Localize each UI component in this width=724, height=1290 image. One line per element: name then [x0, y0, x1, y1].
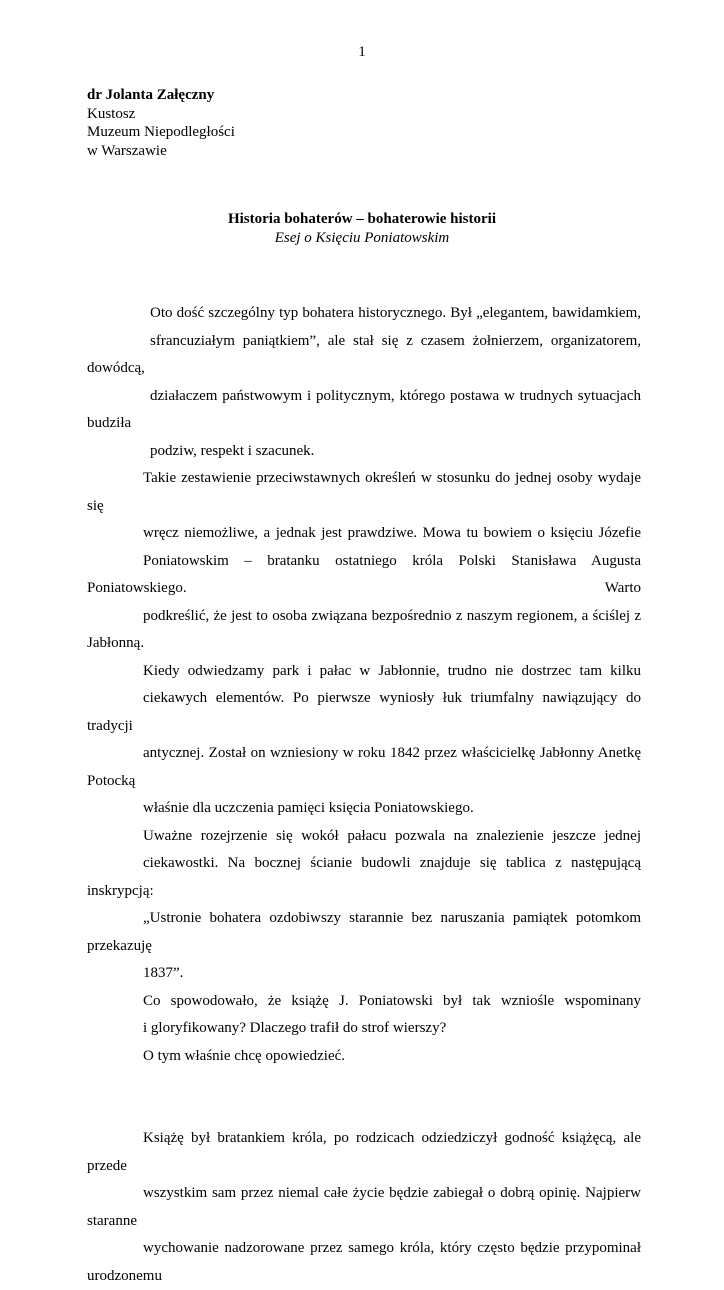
paragraph — [87, 988, 641, 1043]
author-name: dr Jolanta Załęczny — [87, 87, 215, 103]
text-line: Co spowodowało, że książę J. Poniatowski był tak wzniośle wspominany — [143, 992, 641, 1009]
text-line: Kiedy odwiedzamy park i pałac w Jabłonnie, trudno nie dostrzec tam kilku — [143, 662, 641, 679]
author-institution: Muzeum Niepodległości — [87, 124, 235, 140]
text-line: „Ustronie bohatera ozdobiwszy starannie bez naruszania pamiątek potomkom przekazuję — [87, 910, 641, 954]
page-number: 1 — [358, 44, 366, 60]
paragraph — [87, 1125, 641, 1290]
text-line: 1837”. — [143, 965, 184, 981]
text-line: ciekawostki. Na bocznej ścianie budowli znajduje się tablica z następującą inskrypcją: — [87, 855, 641, 899]
essay-subtitle: Esej o Księciu Poniatowskim — [274, 229, 450, 246]
text-line: sfrancuziałym paniątkiem”, ale stał się z czasem żołnierzem, organizatorem, dowódcą, — [87, 332, 641, 376]
text-line: Książę był bratankiem króla, po rodzicach odziedziczył godność książęcą, ale przede — [87, 1130, 641, 1174]
paragraph — [87, 823, 641, 988]
text-line: i gloryfikowany? Dlaczego trafił do strof wierszy? — [143, 1020, 447, 1036]
text-line: właśnie dla uczczenia pamięci księcia Poniatowskiego. — [143, 800, 474, 816]
essay-title: Historia bohaterów – bohaterowie historii — [227, 211, 497, 227]
text-line: Takie zestawienie przeciwstawnych określeń w stosunku do jednej osoby wydaje się — [87, 470, 641, 514]
paragraph — [87, 1043, 641, 1071]
text-line: antycznej. Został on wzniesiony w roku 1842 przez właścicielkę Jabłonny Anetkę Potocką — [87, 745, 641, 789]
author-city: w Warszawie — [87, 142, 167, 159]
text-line: Poniatowskim – bratanku ostatniego króla Polski Stanisława Augusta Poniatowskiego. Warto — [87, 552, 641, 596]
text-line: podziw, respekt i szacunek. — [150, 442, 315, 459]
text-line: wychowanie nadzorowane przez samego króla, który często będzie przypominał urodzonemu — [87, 1240, 641, 1284]
title-block — [0, 210, 724, 247]
text-line: O tym właśnie chcę opowiedzieć. — [143, 1047, 346, 1064]
paragraph — [87, 465, 641, 658]
author-position: Kustosz — [87, 105, 136, 122]
text-line: ciekawych elementów. Po pierwsze wyniosły łuk triumfalny nawiązujący do tradycji — [87, 690, 641, 734]
text-line: wszystkim sam przez niemal całe życie będzie zabiegał o dobrą opinię. Najpierw staranne — [87, 1185, 641, 1229]
essay-body — [87, 300, 641, 1290]
paragraph — [87, 300, 641, 465]
text-line: Uważne rozejrzenie się wokół pałacu pozwala na znalezienie jeszcze jednej — [143, 827, 641, 844]
text-line: działaczem państwowym i politycznym, którego postawa w trudnych sytuacjach budziła — [87, 387, 641, 431]
text-line: wręcz niemożliwe, a jednak jest prawdziwe. Mowa tu bowiem o księciu Józefie — [143, 525, 641, 541]
text-line: podkreślić, że jest to osoba związana bezpośrednio z naszym regionem, a ściślej z Jabłonną. — [87, 607, 641, 651]
text-line: Oto dość szczególny typ bohatera historycznego. Był „elegantem, bawidamkiem, — [150, 305, 641, 321]
paragraph — [87, 658, 641, 823]
author-block — [87, 86, 235, 160]
